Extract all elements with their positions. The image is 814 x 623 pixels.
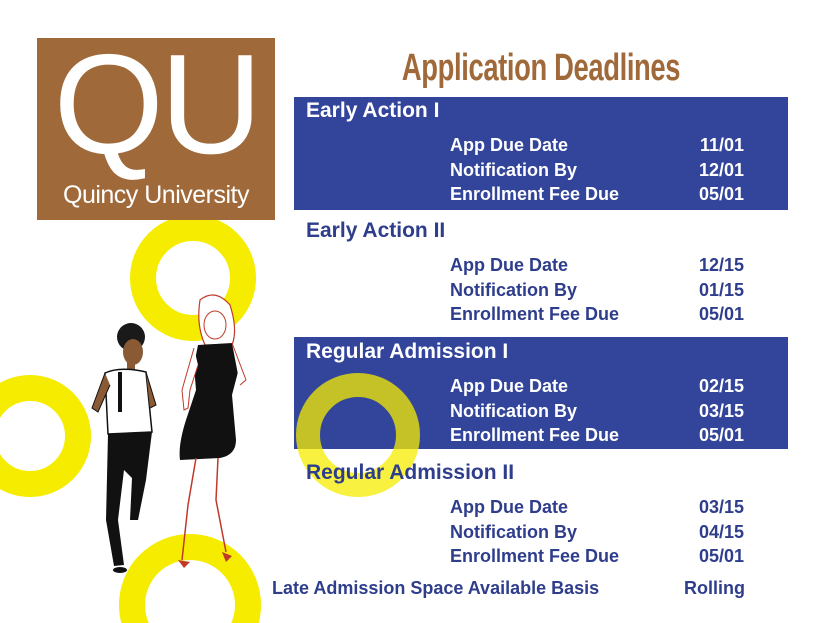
- row-label: Enrollment Fee Due: [450, 425, 620, 445]
- row-label: Enrollment Fee Due: [450, 546, 620, 566]
- section-title-regular-admission-2: Regular Admission II: [306, 461, 515, 484]
- section-title-early-action-2: Early Action II: [306, 219, 446, 242]
- row-date: 05/01: [698, 184, 744, 204]
- row-date: 11/01: [699, 135, 744, 155]
- row-date: 03/15: [698, 497, 744, 517]
- late-admission-value: Rolling: [684, 578, 745, 598]
- row-label: App Due Date: [450, 497, 569, 517]
- row-date: 01/15: [698, 280, 744, 300]
- row-label: Notification By: [450, 160, 578, 180]
- row-label: Notification By: [450, 280, 578, 300]
- row-date: 12/15: [698, 255, 744, 275]
- row-date: 05/01: [698, 546, 744, 566]
- row-label: Enrollment Fee Due: [450, 304, 620, 324]
- row-date: 03/15: [698, 401, 744, 421]
- late-admission-label: Late Admission Space Available Basis: [272, 578, 600, 598]
- row-date: 02/15: [698, 376, 744, 396]
- row-label: App Due Date: [450, 255, 569, 275]
- row-date: 05/01: [698, 304, 744, 324]
- logo-university-name: Quincy University: [63, 181, 249, 209]
- row-label: App Due Date: [450, 135, 569, 155]
- row-date: 12/01: [698, 160, 744, 180]
- row-label: Notification By: [450, 522, 578, 542]
- logo-letters: QU: [53, 25, 259, 184]
- row-date: 05/01: [698, 425, 744, 445]
- page-title: Application Deadlines: [401, 47, 681, 89]
- section-title-regular-admission-1: Regular Admission I: [306, 340, 509, 363]
- row-label: Enrollment Fee Due: [450, 184, 620, 204]
- row-label: App Due Date: [450, 376, 569, 396]
- row-label: Notification By: [450, 401, 578, 421]
- row-date: 04/15: [698, 522, 744, 542]
- section-title-early-action-1: Early Action I: [306, 99, 440, 122]
